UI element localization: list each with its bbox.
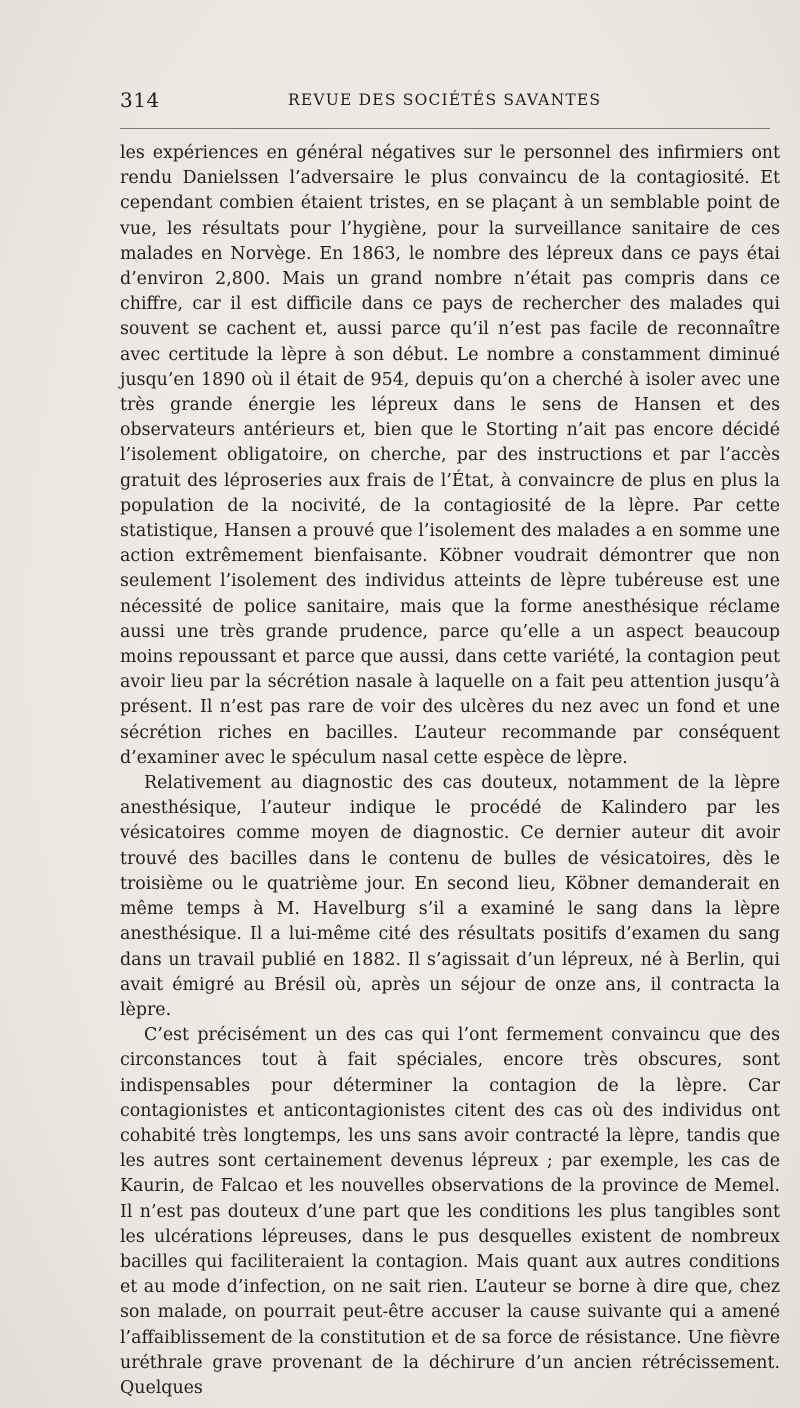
- running-title: REVUE DES SOCIÉTÉS SAVANTES: [288, 91, 602, 109]
- paragraph-1: les expériences en général négatives sur le personnel des infirmiers ont rendu Danielssen l’adversaire le plus convaincu de la contagiosité. Et cependant combien étaient tristes, en se plaçant à un semblable point de vue, les résultats pour l’hygiène, pour la surveillance sanitaire de ces malades en Norvège. En 1863, le nombre des lépreux dans ce pays étai d’environ 2,800. Mais un grand nombre n’était pas compris dans ce chiffre, car il est difficile dans ce pays de rechercher des malades qui souvent se cachent et, aussi parce qu’il n’est pas facile de reconnaître avec certitude la lèpre à son début. Le nombre a constamment diminué jusqu’en 1890 où il était de 954, depuis qu’on a cherché à isoler avec une très grande énergie les lépreux dans le sens de Hansen et des observateurs antérieurs et, bien que le Storting n’ait pas encore décidé l’isolement obligatoire, on cherche, par des instructions et par l’accès gratuit des léproseries aux frais de l’État, à convaincre de plus en plus la population de la nocivité, de la contagiosité de la lèpre. Par cette statistique, Hansen a prouvé que l’isolement des malades a en somme une action extrêmement bienfaisante. Köbner voudrait démontrer que non seulement l’isolement des individus atteints de lèpre tubéreuse est une nécessité de police sanitaire, mais que la forme anesthésique réclame aussi une très grande prudence, parce qu’elle a un aspect beaucoup moins repoussant et parce que aussi, dans cette variété, la contagion peut avoir lieu par la sécrétion nasale à laquelle on a fait peu attention jusqu’à présent. Il n’est pas rare de voir des ulcères du nez avec un fond et une sécrétion riches en bacilles. L’auteur recommande par conséquent d’examiner avec le spéculum nasal cette espèce de lèpre.: [120, 143, 780, 768]
- body-text: [120, 141, 780, 1401]
- page-header: [120, 88, 770, 118]
- page-number: 314: [120, 88, 160, 112]
- paragraph-2: Relativement au diagnostic des cas douteux, notamment de la lèpre anesthésique, l’auteur indique le procédé de Kalindero par les vésicatoires comme moyen de diagnostic. Ce dernier auteur dit avoir trouvé des bacilles dans le contenu de bulles de vésicatoires, dès le troisième ou le quatrième jour. En second lieu, Köbner demanderait en même temps à M. Havelburg s’il a examiné le sang dans la lèpre anesthésique. Il a lui-même cité des résultats positifs d’examen du sang dans un travail publié en 1882. Il s’agissait d’un lépreux, né à Berlin, qui avait émigré au Brésil où, après un séjour de onze ans, il contracta la lèpre.: [120, 773, 780, 1020]
- paragraph-3: C’est précisément un des cas qui l’ont fermement convaincu que des circonstances tout à fait spéciales, encore très obscures, sont indispensables pour déterminer la contagion de la lèpre. Car contagionistes et anticontagionistes citent des cas où des individus ont cohabité très longtemps, les uns sans avoir contracté la lèpre, tandis que les autres sont certainement devenus lépreux ; par exemple, les cas de Kaurin, de Falcao et les nouvelles observations de la province de Memel. Il n’est pas douteux d’une part que les conditions les plus tangibles sont les ulcérations lépreuses, dans le pus desquelles existent de nombreux bacilles qui faciliteraient la contagion. Mais quant aux autres conditions et au mode d’infection, on ne sait rien. L’auteur se borne à dire que, chez son malade, on pourrait peut-être accuser la cause suivante qui a amené l’affaiblissement de la constitution et de sa force de résistance. Une fièvre uréthrale grave provenant de la déchirure d’un ancien rétrécissement. Quelques: [120, 1025, 780, 1398]
- header-rule: [120, 128, 770, 129]
